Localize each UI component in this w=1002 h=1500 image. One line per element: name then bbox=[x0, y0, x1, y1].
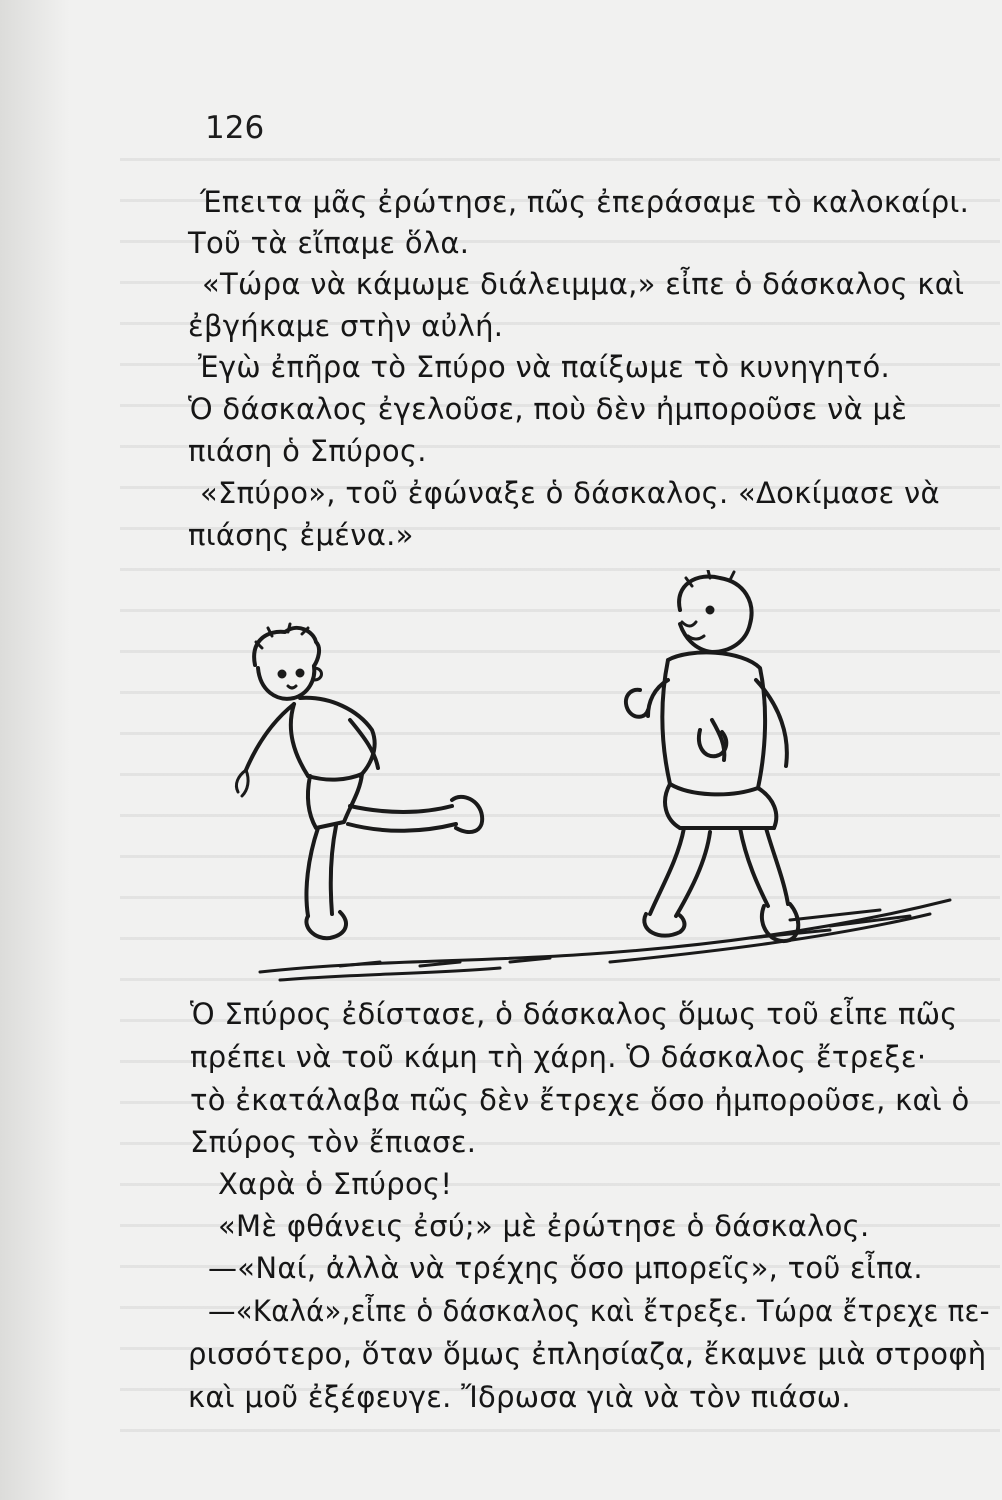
paragraph-line: «Σπύρο», τοῦ ἐφώναξε ὁ δάσκαλος. «Δοκίμασε νὰ bbox=[200, 476, 940, 510]
paragraph-line: Ἐγὼ ἐπῆρα τὸ Σπύρο νὰ παίξωμε τὸ κυνηγητό. bbox=[198, 350, 891, 384]
page-number: 126 bbox=[205, 110, 265, 146]
paragraph-line: ἐβγήκαμε στὴν αὐλή. bbox=[188, 309, 504, 343]
paragraph-line: ρισσότερο, ὅταν ὅμως ἐπλησίαζα, ἔκαμνε μιὰ στροφὴ bbox=[188, 1337, 987, 1371]
running-children-illustration bbox=[190, 570, 980, 990]
paragraph-line: Χαρὰ ὁ Σπύρος! bbox=[218, 1167, 453, 1201]
paragraph-line: Έπειτα μᾶς ἐρώτησε, πῶς ἐπεράσαμε τὸ καλοκαίρι. bbox=[200, 185, 970, 219]
paragraph-line: —«Καλά»,εἶπε ὁ δάσκαλος καὶ ἔτρεξε. Τώρα ἔτρεχε πε- bbox=[208, 1294, 990, 1328]
paragraph-line: Ὁ δάσκαλος ἐγελοῦσε, ποὺ δὲν ἠμποροῦσε νὰ μὲ bbox=[188, 392, 908, 426]
paragraph-line: πιάσης ἐμένα.» bbox=[188, 518, 414, 552]
paragraph-line: —«Ναί, ἀλλὰ νὰ τρέχης ὅσο μπορεῖς», τοῦ εἶπα. bbox=[208, 1251, 923, 1285]
paragraph-line: Τοῦ τὰ εἴπαμε ὅλα. bbox=[188, 226, 470, 260]
paragraph-line: καὶ μοῦ ἐξέφευγε. Ἴδρωσα γιὰ νὰ τὸν πιάσω. bbox=[188, 1380, 851, 1414]
running-teacher-figure bbox=[626, 570, 798, 941]
ground-line bbox=[260, 900, 950, 980]
paragraph-line: Σπύρος τὸν ἔπιασε. bbox=[190, 1125, 477, 1159]
paragraph-line: «Τώρα νὰ κάμωμε διάλειμμα,» εἶπε ὁ δάσκαλος καὶ bbox=[202, 267, 965, 301]
paragraph-line: «Μὲ φθάνεις ἐσύ;» μὲ ἐρώτησε ὁ δάσκαλος. bbox=[218, 1209, 870, 1243]
paragraph-line: πρέπει νὰ τοῦ κάμη τὴ χάρη. Ὁ δάσκαλος ἔτρεξε· bbox=[190, 1040, 927, 1074]
page-gutter-shadow bbox=[0, 0, 70, 1500]
running-boy-figure bbox=[236, 624, 482, 938]
paragraph-line: πιάση ὁ Σπύρος. bbox=[188, 434, 427, 468]
paragraph-line: τὸ ἐκατάλαβα πῶς δὲν ἔτρεχε ὅσο ἠμποροῦσε, καὶ ὁ bbox=[190, 1083, 970, 1117]
paragraph-line: Ὁ Σπύρος ἐδίστασε, ὁ δάσκαλος ὅμως τοῦ εἶπε πῶς bbox=[190, 997, 958, 1031]
